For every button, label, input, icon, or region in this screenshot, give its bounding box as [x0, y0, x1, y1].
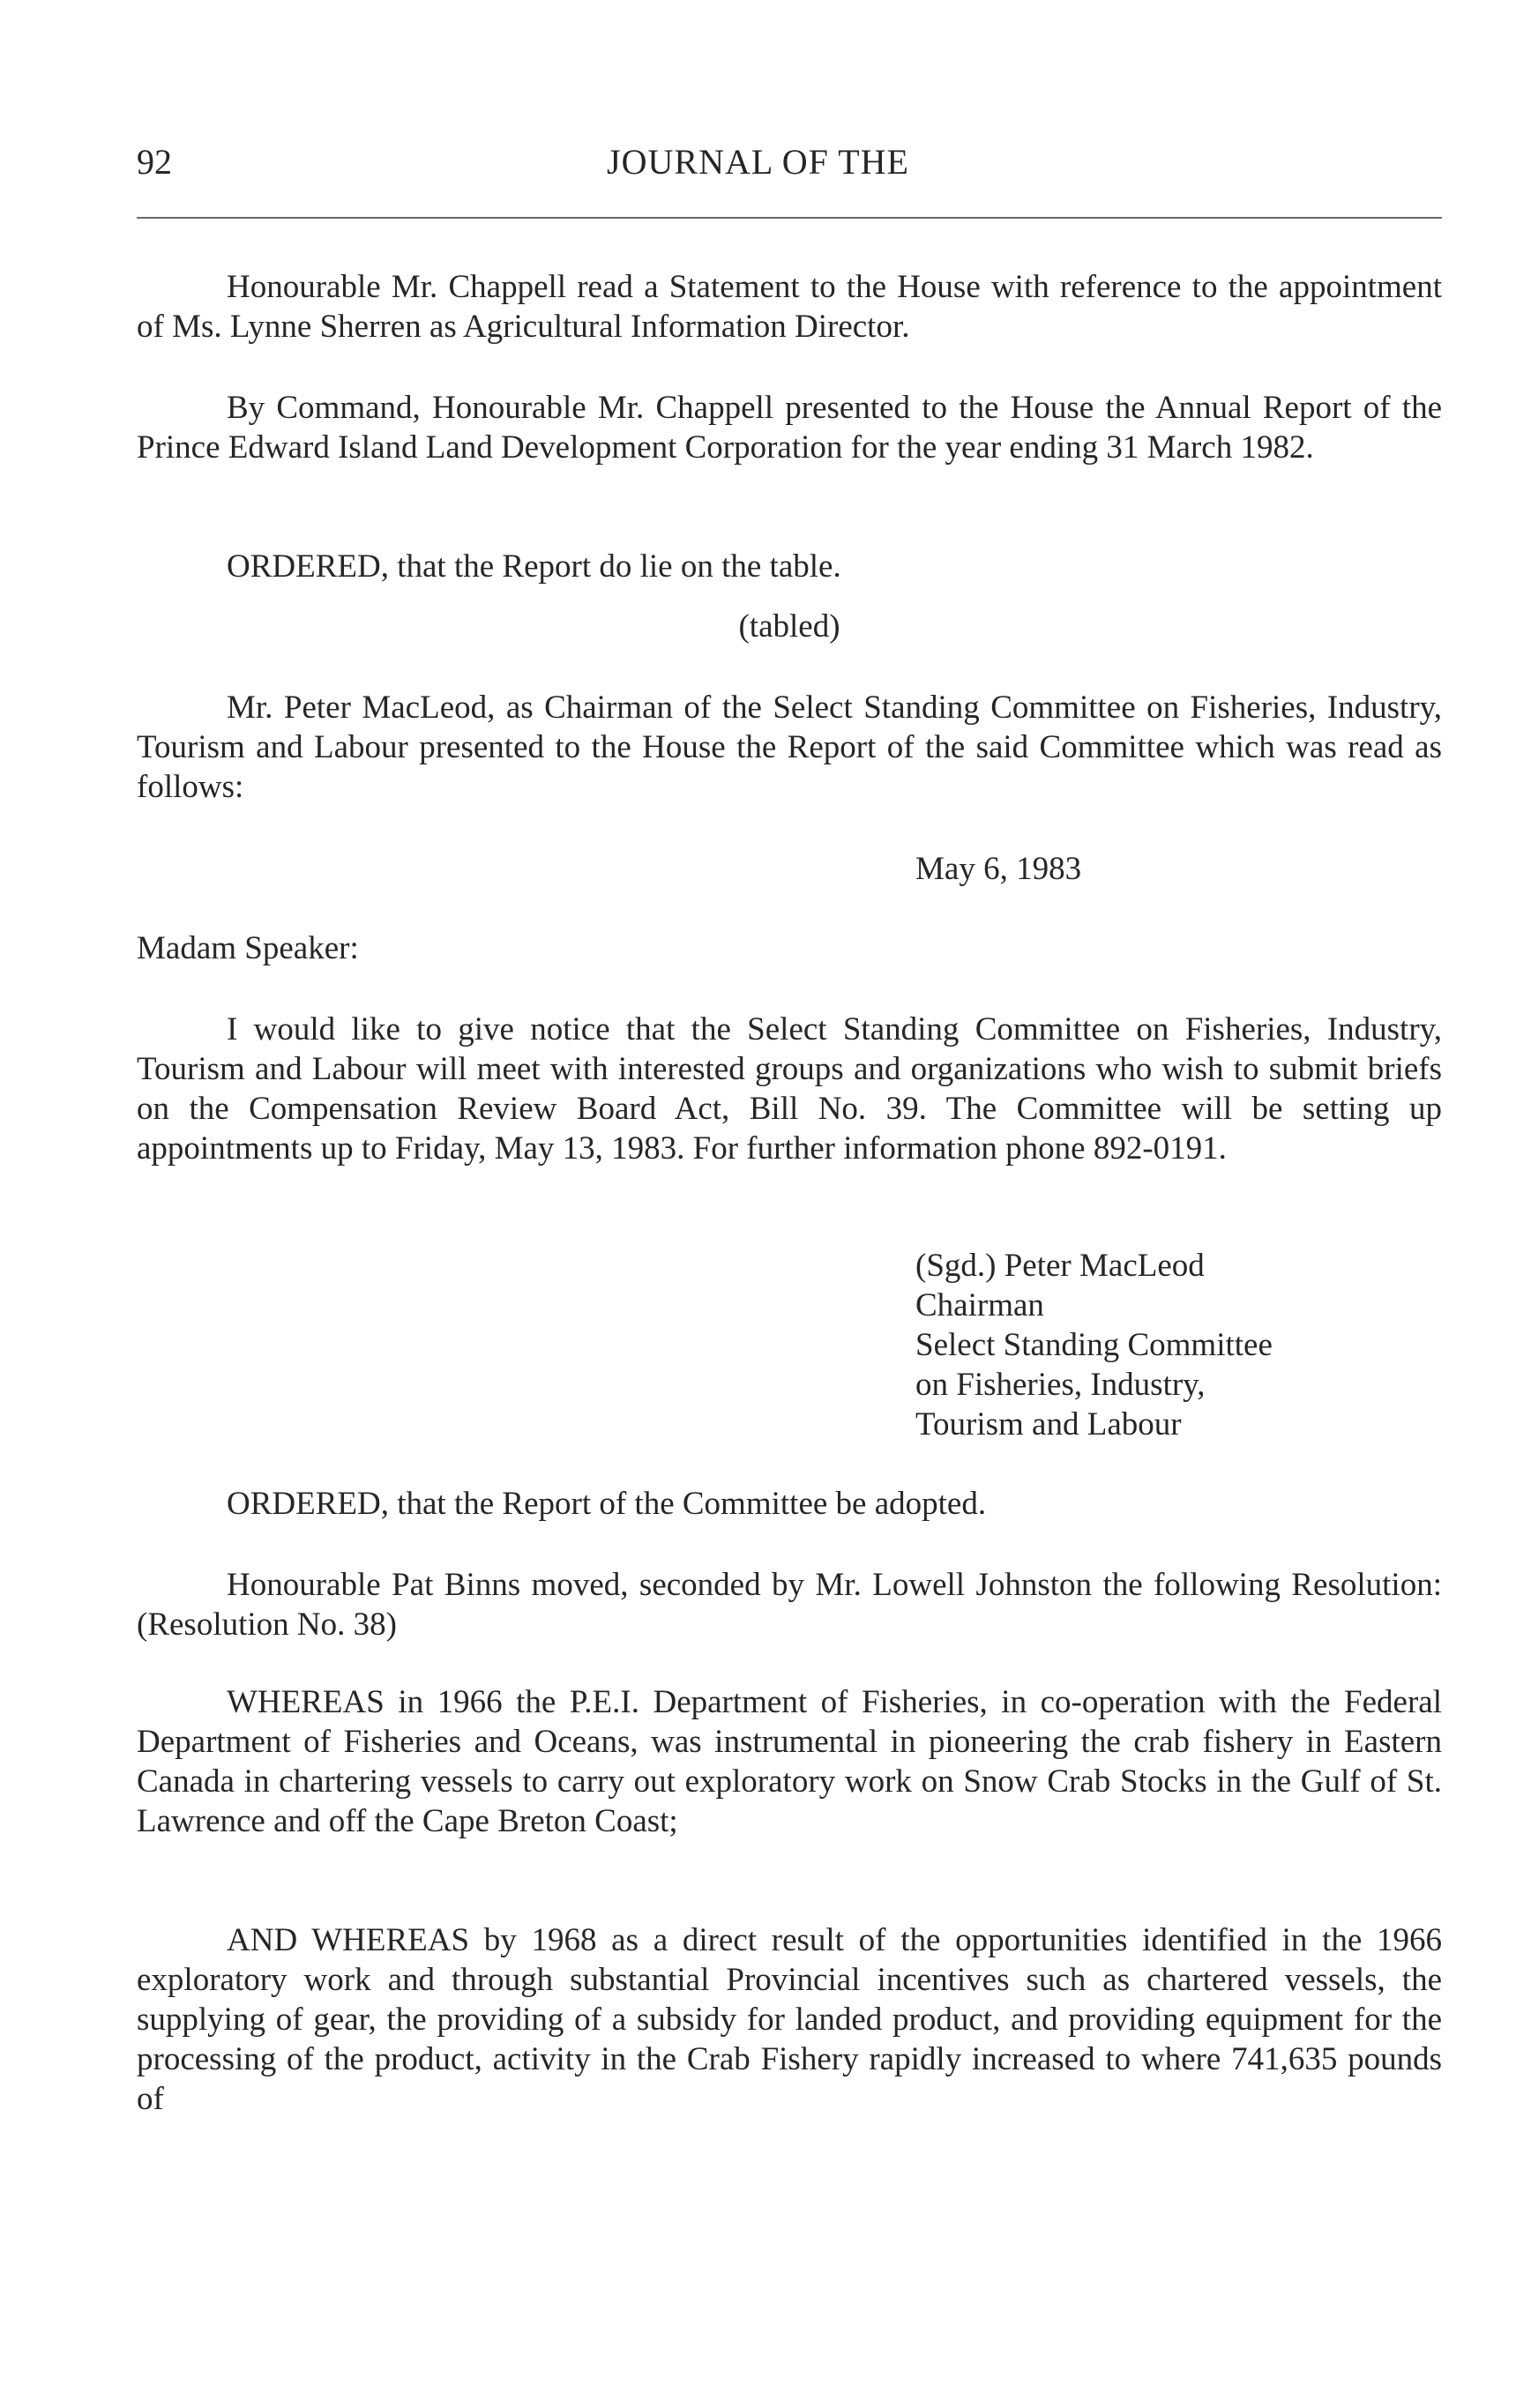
paragraph-whereas-1: WHEREAS in 1966 the P.E.I. Department of Fisheries, in co-operation with the Federal Department of Fisheries and Oceans, was instrumental in pioneering the crab fishery in Eastern Canada in chartering vessels to carry out exploratory work on Snow Crab Stocks in the Gulf of St. Lawrence and off the Cape Breton Coast; [137, 1684, 1442, 1839]
tabled-note: (tabled) [738, 608, 840, 645]
paragraph-statement: Honourable Mr. Chappell read a Statement to the House with reference to the appointment of Ms. Lynne Sherren as Agricultural Information Director. [137, 269, 1442, 345]
signature-line: Select Standing Committee [915, 1327, 1273, 1363]
paragraph-annual-report: By Command, Honourable Mr. Chappell presented to the House the Annual Report of the Prince Edward Island Land Development Corporation for the year ending 31 March 1982. [137, 390, 1442, 466]
signature-line: (Sgd.) Peter MacLeod [915, 1248, 1205, 1284]
signature-block [915, 1246, 1445, 1444]
signature-line: on Fisheries, Industry, [915, 1367, 1206, 1403]
paragraph-ordered-adopted: ORDERED, that the Report of the Committee be adopted. [227, 1486, 987, 1522]
signature-line: Chairman [915, 1287, 1044, 1323]
paragraph-motion: Honourable Pat Binns moved, seconded by Mr. Lowell Johnston the following Resolution: (Resolution No. 38) [137, 1567, 1442, 1643]
running-header: JOURNAL OF THE [607, 142, 909, 182]
report-date: May 6, 1983 [915, 851, 1082, 887]
page-number: 92 [137, 142, 172, 182]
salutation: Madam Speaker: [137, 930, 359, 966]
paragraph-notice: I would like to give notice that the Select Standing Committee on Fisheries, Industry, Tourism and Labour will meet with interested groups and organizations who wish to submit briefs on the Compensation Review Board Act, Bill No. 39. The Committee will be setting up appointments up to Friday, May 13, 1983. For further information phone 892-0191. [137, 1011, 1442, 1167]
paragraph-committee-report: Mr. Peter MacLeod, as Chairman of the Select Standing Committee on Fisheries, Industry, Tourism and Labour presented to the House the Report of the said Committee which was read as follows: [137, 690, 1442, 805]
paragraph-whereas-2: AND WHEREAS by 1968 as a direct result of the opportunities identified in the 1966 exploratory work and through substantial Provincial incentives such as chartered vessels, the supplying of gear, the providing of a subsidy for landed product, and providing equipment for the processing of the product, activity in the Crab Fishery rapidly increased to where 741,635 pounds of [137, 1922, 1442, 2117]
signature-line: Tourism and Labour [915, 1406, 1182, 1443]
paragraph-ordered-table: ORDERED, that the Report do lie on the table. [227, 548, 841, 585]
header-rule [137, 217, 1442, 219]
